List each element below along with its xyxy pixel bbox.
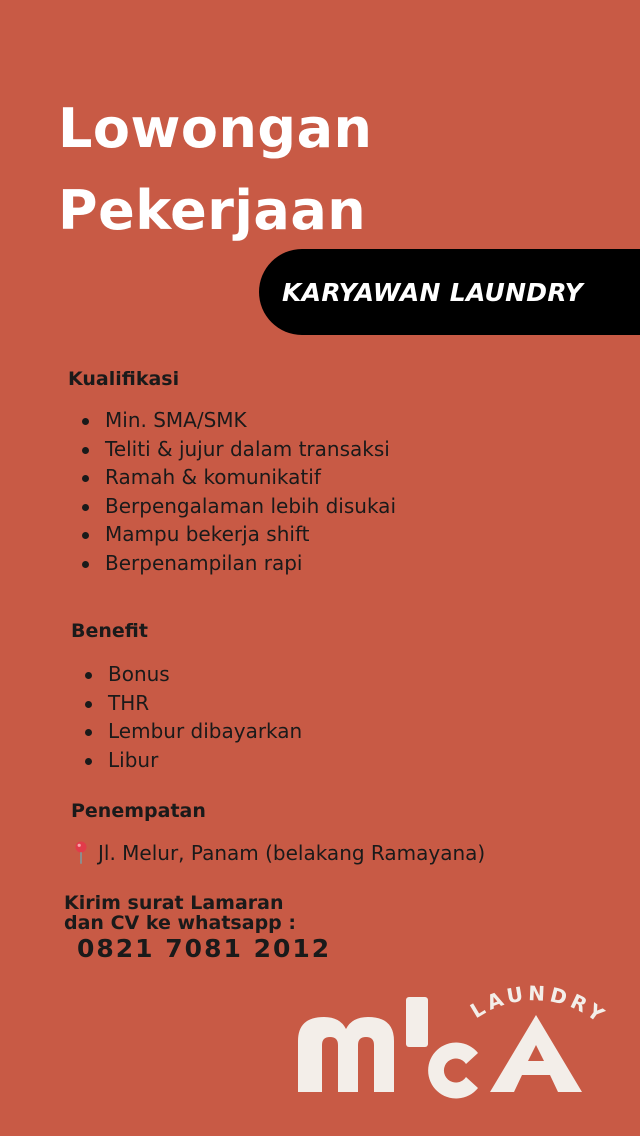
qualifications-list [80,406,396,578]
list-item: Teliti & jujur dalam transaksi [80,435,396,464]
qualifications-heading: Kualifikasi [68,368,180,390]
position-badge [259,249,640,335]
placement-heading: Penempatan [71,800,206,822]
list-item: Bonus [83,660,302,689]
contact-line-1: Kirim surat Lamaran [64,892,284,914]
list-item: Min. SMA/SMK [80,406,396,435]
logo-mark [298,997,582,1099]
list-item: Berpenampilan rapi [80,549,396,578]
contact-phone: 0821 7081 2012 [77,934,332,963]
logo-laundry-text: LAUNDRY [465,980,612,1029]
list-item: Mampu bekerja shift [80,520,396,549]
list-item: Berpengalaman lebih disukai [80,492,396,521]
list-item: THR [83,689,302,718]
position-badge-label: KARYAWAN LAUNDRY [282,277,584,307]
mlca-laundry-logo [290,975,620,1100]
contact-line-2: dan CV ke whatsapp : [64,912,296,934]
list-item: Libur [83,746,302,775]
page-title [58,88,372,252]
benefits-heading: Benefit [71,620,148,642]
list-item: Ramah & komunikatif [80,463,396,492]
contact-instructions [64,893,296,933]
placement-address: Jl. Melur, Panam (belakang Ramayana) [98,841,486,865]
placement-address-row [74,840,485,866]
map-pin-icon [74,840,88,866]
title-line-2: Pekerjaan [58,179,367,242]
list-item: Lembur dibayarkan [83,717,302,746]
benefits-list [83,660,302,774]
title-line-1: Lowongan [58,97,373,160]
